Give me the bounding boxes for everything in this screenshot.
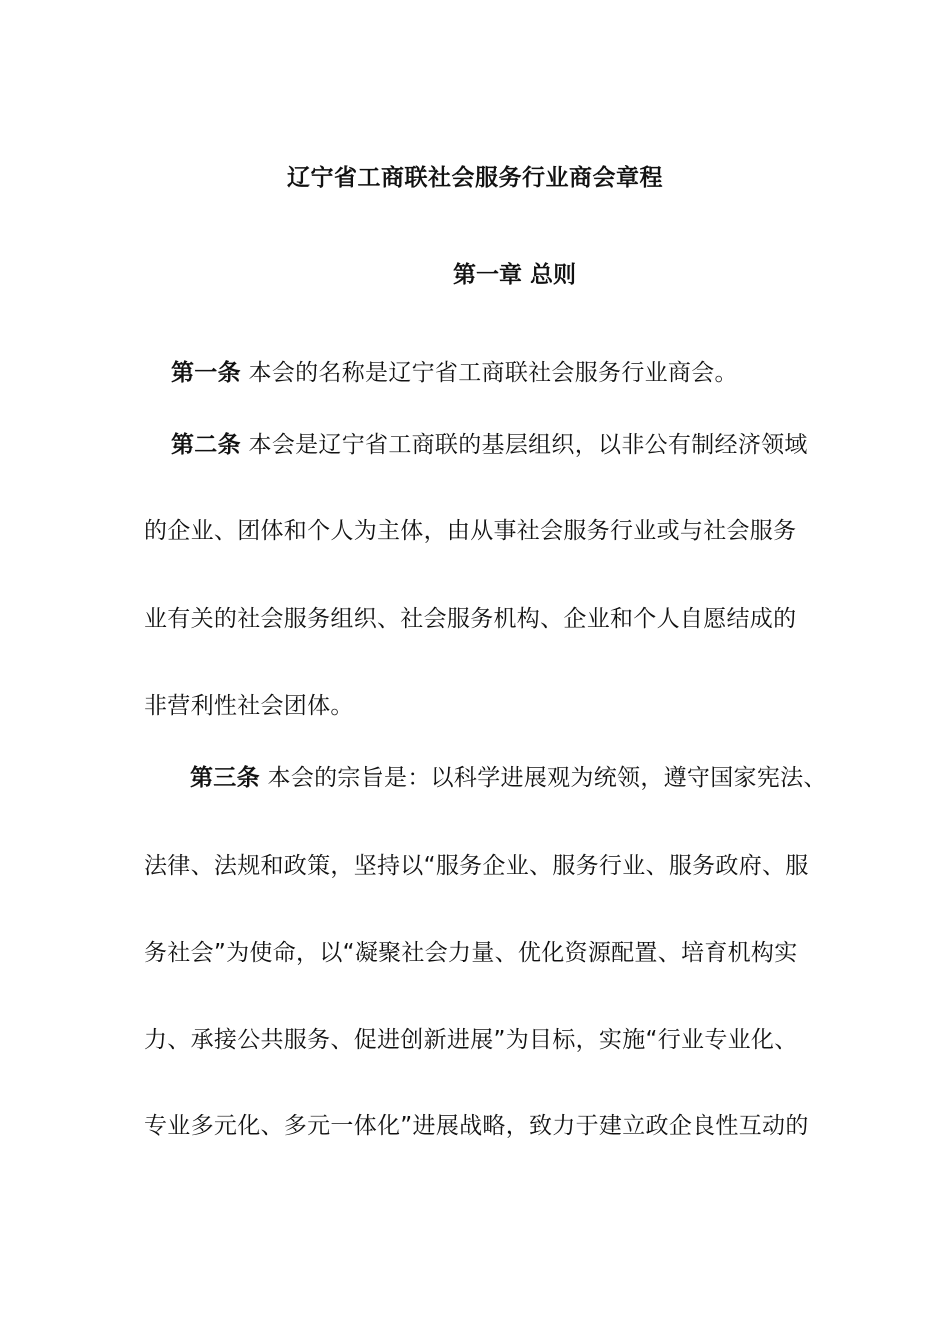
- article-2-text: 本会是辽宁省工商联的基层组织，以非公有制经济领域: [248, 432, 808, 458]
- article-3-line-5: 专业多元化、多元一体化”进展战略，致力于建立政企良性互动的: [144, 1113, 809, 1139]
- chapter-title: 第一章 总则: [453, 262, 577, 288]
- article-2-line-3: 业有关的社会服务组织、社会服务机构、企业和个人自愿结成的: [144, 606, 797, 632]
- article-2-number: 第二条: [171, 432, 241, 458]
- article-3-line-1: [190, 760, 827, 796]
- document-title: 辽宁省工商联社会服务行业商会章程: [287, 165, 663, 191]
- article-3-text: 本会的宗旨是：以科学进展观为统领，遵守国家宪法、: [267, 765, 827, 791]
- article-3-line-4: 力、承接公共服务、促进创新进展”为目标，实施“行业专业化、: [144, 1027, 798, 1053]
- article-1-line-1: [171, 355, 738, 391]
- article-3-line-3: 务社会”为使命，以“凝聚社会力量、优化资源配置、培育机构实: [144, 940, 798, 966]
- article-3-line-2: 法律、法规和政策，坚持以“服务企业、服务行业、服务政府、服: [144, 853, 809, 879]
- article-2-line-1: [171, 427, 808, 463]
- article-2-line-2: 的企业、团体和个人为主体，由从事社会服务行业或与社会服务: [144, 518, 797, 544]
- article-3-number: 第三条: [190, 765, 260, 791]
- article-1-number: 第一条: [171, 360, 241, 386]
- article-1-text: 本会的名称是辽宁省工商联社会服务行业商会。: [248, 360, 738, 386]
- article-2-line-4: 非营利性社会团体。: [144, 693, 354, 719]
